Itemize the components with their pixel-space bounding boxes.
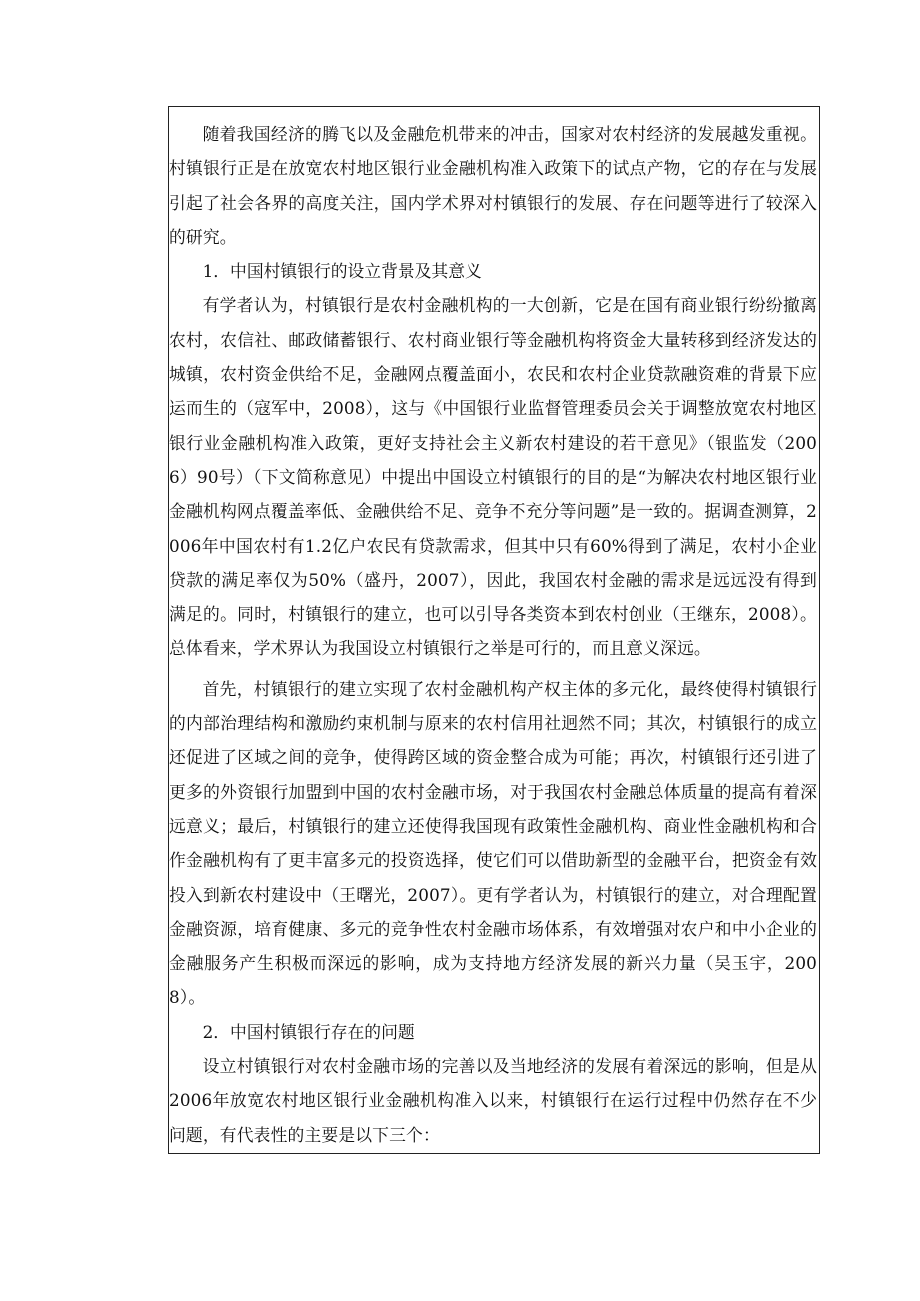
section-heading-1: 1．中国村镇银行的设立背景及其意义: [202, 261, 482, 282]
paragraph-significance: 首先，村镇银行的建立实现了农村金融机构产权主体的多元化，最终使得村镇银行的内部治理结构和激励约束机制与原来的农村信用社迥然不同；其次，村镇银行的成立还促进了区域之间的竞争，使得跨区域的资金整合成为可能；再次，村镇银行还引进了更多的外资银行加盟到中国的农村金融市场，对于我国农村金融总体质量的提高有着深远意义；最后，村镇银行的建立还使得我国现有政策性金融机构、商业性金融机构和合作金融机构有了更丰富多元的投资选择，使它们可以借助新型的金融平台，把资金有效投入到新农村建设中（王曙光，2007）。更有学者认为，村镇银行的建立，对合理配置金融资源，培育健康、多元的竞争性农村金融市场体系，有效增强对农户和中小企业的金融服务产生积极而深远的影响，成为支持地方经济发展的新兴力量（吴玉宇，2008）。: [169, 678, 817, 1008]
section-heading-2: 2．中国村镇银行存在的问题: [202, 1021, 415, 1042]
document-frame: [168, 106, 820, 1154]
paragraph-background: 有学者认为，村镇银行是农村金融机构的一大创新，它是在国有商业银行纷纷撤离农村，农信社、邮政储蓄银行、农村商业银行等金融机构将资金大量转移到经济发达的城镇，农村资金供给不足，金融网点覆盖面小，农民和农村企业贷款融资难的背景下应运而生的（寇军中，2008），这与《中国银行业监督管理委员会关于调整放宽农村地区银行业金融机构准入政策，更好支持社会主义新农村建设的若干意见》（银监发（2006）90号）（下文简称意见）中提出中国设立村镇银行的目的是“为解决农村地区银行业金融机构网点覆盖率低、金融供给不足、竞争不充分等问题”是一致的。据调查测算，2006年中国农村有1.2亿户农民有贷款需求，但其中只有60%得到了满足，农村小企业贷款的满足率仅为50%（盛丹，2007），因此，我国农村金融的需求是远远没有得到满足的。同时，村镇银行的建立，也可以引导各类资本到农村创业（王继东，2008）。总体看来，学术界认为我国设立村镇银行之举是可行的，而且意义深远。: [169, 295, 817, 659]
paragraph-intro: 随着我国经济的腾飞以及金融危机带来的冲击，国家对农村经济的发展越发重视。村镇银行正是在放宽农村地区银行业金融机构准入政策下的试点产物，它的存在与发展引起了社会各界的高度关注，国内学术界对村镇银行的发展、存在问题等进行了较深入的研究。: [169, 124, 817, 247]
paragraph-problems-intro: 设立村镇银行对农村金融市场的完善以及当地经济的发展有着深远的影响，但是从2006年放宽农村地区银行业金融机构准入以来，村镇银行在运行过程中仍然存在不少问题，有代表性的主要是以下三个：: [169, 1056, 817, 1145]
